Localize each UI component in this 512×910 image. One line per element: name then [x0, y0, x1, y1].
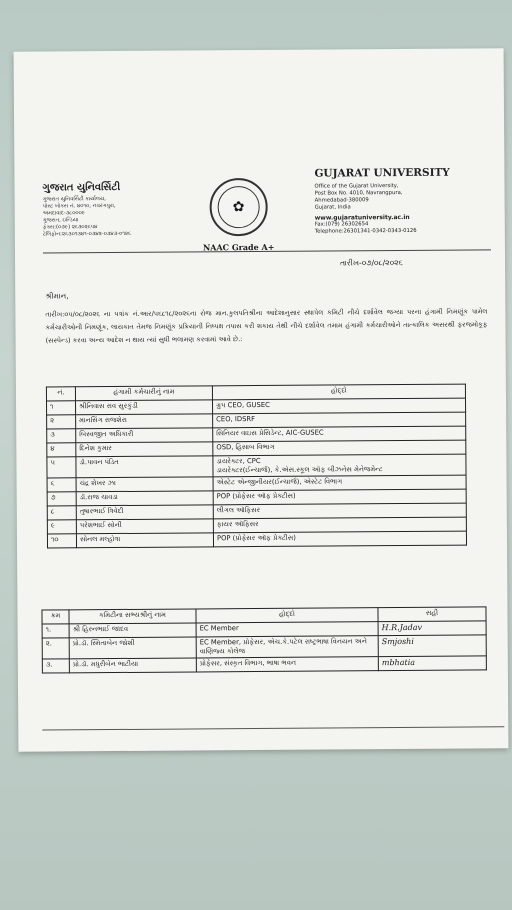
header-divider [43, 249, 491, 253]
designation: લીગલ ઑફિસર [213, 503, 466, 519]
row-number: ૫ [47, 457, 76, 478]
designation: POP (પ્રોફેસર ઑફ પ્રેક્ટીસ) [213, 531, 466, 547]
table-row [47, 531, 466, 548]
member-name: શ્રી હિરનભાઈ જાદવ [69, 623, 196, 638]
employee-name: ડૉ.રાજ ચાવડા [76, 491, 213, 506]
row-number: ૧૦ [47, 534, 76, 548]
row-number: ૩. [42, 659, 69, 673]
designation: OSD, હિસાબ વિભાગ [213, 440, 466, 456]
row-number: ૭ [47, 492, 76, 506]
salutation: શ્રીમાન, [45, 291, 69, 301]
body-paragraph: તારીખ:૦૫/૦૮/૨૦૨૬ ના પત્રાંક નં.આર/૫૬૮૧૮/૨૦૨૬ના રોજ માન.કુલપતિશ્રીના આદેશાનુસાર સ્થાપેલ કમિટી નીચે દર્શાવેલ જગ્યા પરના હંગામી નિમણૂંક પામેલ કર્મચારીઓની નિમણૂંક, લાયકાત તેમજ નિમણૂંક પ્રક્રિયાની નિષ્પક્ષ તપાસ કરી શકાય તેથી નીચે દર્શાવેલ તમામ હંગામી કર્મચારીઓને તાત્કાલિક અસરથી ફરજમોકૂફ (સસ્પેન્ડ) કરવા અન્ય આદેશ ન થાય ત્યાં સુધી ભલામણ કરવામાં આવે છે.: [45, 307, 488, 345]
address-line: Post Box No. 4010, Navrangpura, [314, 190, 403, 197]
signature: H.R.Jadav [378, 621, 486, 636]
member-name: પ્રો.ડૉ. સ્મિતાબેન જોશી [69, 637, 196, 659]
employee-name: માનસિંગ રાજશેરા [76, 414, 213, 429]
address-line: ટેલિફોન:૨૬૩૦૧૩૪૧-૦૩૪૨-૦૩૪૩-૦૧૨૬ [42, 230, 132, 238]
letterhead-gujarati [42, 181, 182, 239]
designation: પ્રોફેસર, સંસ્કૃત વિભાગ, ભાષા ભવન [196, 657, 378, 672]
address-line: પોસ્ટ બોક્સ નં. ૪૦૧૦, નવરંગપુરા, [42, 203, 116, 210]
designation: EC Member, પ્રોફેસર, એચ.કે.પટેલ રાષ્ટ્રભાષા વિનયન અને વાણિજ્ય કોલેજ [196, 636, 378, 658]
col-header: નં. [46, 387, 75, 401]
website: www.gujaratuniversity.ac.in [314, 213, 410, 222]
address-line: Gujarat, India [314, 204, 351, 211]
designation: POP (પ્રોફેસર ઑફ પ્રેક્ટીસ) [213, 489, 466, 505]
university-name-english: GUJARAT UNIVERSITY [314, 166, 450, 180]
row-number: ૧. [42, 624, 69, 638]
row-number: ૯ [47, 520, 76, 534]
employee-name: પરેશભાઈ સોની [76, 519, 213, 534]
address-line: Ahmedabad-380009 [314, 197, 369, 204]
designation: એસ્ટેટ એન્જીનીયર(ઈન્ચાર્જ), એસ્ટેટ વિભાગ [213, 475, 466, 491]
university-name-gujarati: ગુજરાત યુનિવર્સિટી [42, 181, 121, 194]
row-number: ૩ [47, 429, 76, 443]
footer-divider [42, 726, 504, 730]
letterhead-english [314, 166, 489, 235]
designation: CEO, IDSRF [213, 412, 466, 428]
row-number: ૪ [47, 443, 76, 457]
designation: ગ્રુપ CEO, GUSEC [212, 398, 465, 414]
address-line: ગુજરાત, ઇન્ડિયા [42, 217, 79, 224]
member-name: પ્રો.ડૉ. મધુરીબેન ભાટીયા [69, 658, 196, 673]
employee-name: દિનેશ કુમાર [76, 442, 213, 457]
signature: mbhatia [378, 656, 486, 671]
col-header: ક્રમ [42, 610, 69, 624]
row-number: ૬ [47, 478, 76, 492]
address-line: ગુજરાત યુનિવર્સિટી કાર્યાલય, [42, 196, 106, 203]
employee-name: ચંદ્ર શેખર ઝા [76, 477, 213, 492]
col-header: હોદ્દો [196, 608, 378, 623]
university-seal-icon: ✿ [209, 178, 267, 236]
row-number: ૧ [47, 401, 76, 415]
employee-name: બિસ્વજીત અધિકારી [76, 428, 213, 443]
row-number: ૨ [47, 415, 76, 429]
employees-table [46, 384, 467, 549]
designation: ફાયર ઑફિસર [213, 517, 466, 533]
address-line: Office of the Gujarat University, [314, 183, 399, 190]
table-row [42, 656, 486, 673]
col-header: હંગામી કર્મચારીનું નામ [75, 386, 212, 401]
employee-name: તુષારભાઈ ત્રિવેદી [76, 505, 213, 520]
telephone: Telephone:26301341-0342-0343-0126 [314, 227, 417, 235]
committee-table [41, 606, 486, 673]
row-number: ૨. [42, 638, 69, 659]
address-line: ફેક્સ:(૦૭૯) ૨૬૩૦૨૬૫૪ [42, 224, 98, 231]
naac-grade: NAAC Grade A+ [202, 241, 275, 253]
employee-name: સોનલ મલ્હોત્રા [76, 533, 213, 548]
col-header: હોદ્દો [212, 384, 465, 400]
employee-name: ડૉ.પાવન પંડિત [76, 456, 213, 478]
row-number: ૮ [47, 506, 76, 520]
table-row [47, 454, 466, 478]
designation: સિનિયર વાઇસ પ્રેસિડેન્ટ, AIC-GUSEC [213, 426, 466, 442]
designation: ડાયરેક્ટર, CPC ડાયરેક્ટર(ઈન્ચાર્જ), કે.એસ.સ્કૂલ ઑફ બીઝનેસ મેનેજમેન્ટ [213, 454, 466, 477]
col-header: સહી [378, 607, 486, 622]
fax: Fax:(079) 26302654 [314, 221, 369, 228]
address-line: અમદાવાદ-૩૮૦૦૦૯ [42, 210, 85, 217]
letter-date: તારીખ-૦૭/૦૮/૨૦૨૬ [340, 258, 403, 268]
employee-name: શ્રીનિવાસ રાવ સુરકુંડી [76, 400, 213, 415]
col-header: કમિટીના સભ્યશ્રીનું નામ [69, 609, 196, 624]
designation: EC Member [196, 622, 378, 637]
letter-page [14, 48, 509, 751]
signature: Smjoshi [378, 635, 486, 657]
